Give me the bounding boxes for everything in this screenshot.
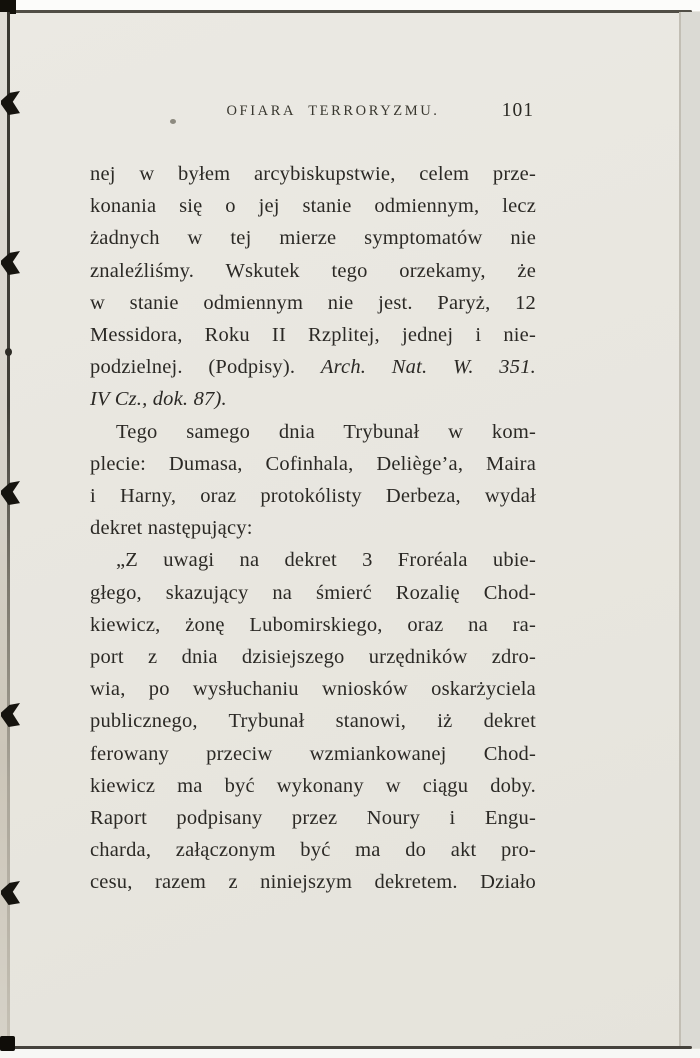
running-header [90,100,536,129]
body-text [90,158,536,899]
text-run: cesu, razem z niniejszym dekretem. Działo [90,871,536,894]
body-line [90,705,536,737]
text-run: podzielnej. (Podpisy). [90,356,321,379]
body-line [90,287,536,319]
body-line [90,480,536,512]
citation-text-run: IV Cz., dok. 87). [90,388,227,411]
text-run: port z dnia dzisiejszego urzędników zdro- [90,646,536,669]
body-line [90,544,536,576]
text-run: ferowany przeciw wzmiankowanej Chod- [90,742,536,765]
body-line [90,641,536,673]
text-run: głego, skazujący na śmierć Rozalię Chod- [90,581,536,604]
text-run: znaleźliśmy. Wskutek tego orzekamy, że [90,259,536,282]
text-run: kiewicz, żonę Lubomirskiego, oraz na ra- [90,613,536,636]
body-line [90,222,536,254]
body-line [90,834,536,866]
body-line [90,609,536,641]
body-line [90,383,536,415]
text-run: publicznego, Trybunał stanowi, iż dekret [90,710,536,733]
text-run: „Z uwagi na dekret 3 Froréala ubie- [116,549,536,572]
text-run: dekret następujący: [90,517,253,540]
page-right-edge-line [679,12,681,1048]
body-line [90,351,536,383]
body-line [90,448,536,480]
body-line [90,158,536,190]
adjacent-page-edge [681,12,700,1048]
body-line [90,738,536,770]
citation-text-run: Arch. Nat. W. 351. [320,356,536,379]
text-run: kiewicz ma być wykonany w ciągu doby. [90,774,536,797]
body-line [90,577,536,609]
text-run: i Harny, oraz protokólisty Derbeza, wydał [90,485,536,508]
text-run: plecie: Dumasa, Cofinhala, Deliège’a, Maira [90,452,536,475]
text-run: Tego samego dnia Trybunał w kom- [116,420,536,443]
text-run: konania się o jej stanie odmiennym, lecz [90,195,536,218]
running-title: OFIARA TERRORYZMU. [226,103,440,119]
scan-bottom-margin [0,1049,700,1058]
body-line [90,866,536,898]
body-line [90,802,536,834]
text-run: Messidora, Roku II Rzplitej, jednej i nie- [90,324,536,347]
body-line [90,319,536,351]
body-line [90,190,536,222]
text-run: wia, po wysłuchaniu wniosków oskarżyciela [90,678,536,701]
page-number: 101 [501,100,534,121]
body-line [90,673,536,705]
text-run: żadnych w tej mierze symptomatów nie [90,227,536,250]
text-run: Raport podpisany przez Noury i Engu- [90,807,536,830]
body-line [90,255,536,287]
text-run: w stanie odmiennym nie jest. Paryż, 12 [90,291,536,314]
bottom-left-binding-mark [0,1036,15,1051]
text-run: nej w byłem arcybiskupstwie, celem prze- [90,163,536,185]
binding-dot [5,348,12,356]
body-line [90,770,536,802]
page-top-edge-line [6,10,692,13]
body-line [90,512,536,544]
text-run: charda, załączonym być ma do akt pro- [90,839,536,862]
body-line [90,416,536,448]
